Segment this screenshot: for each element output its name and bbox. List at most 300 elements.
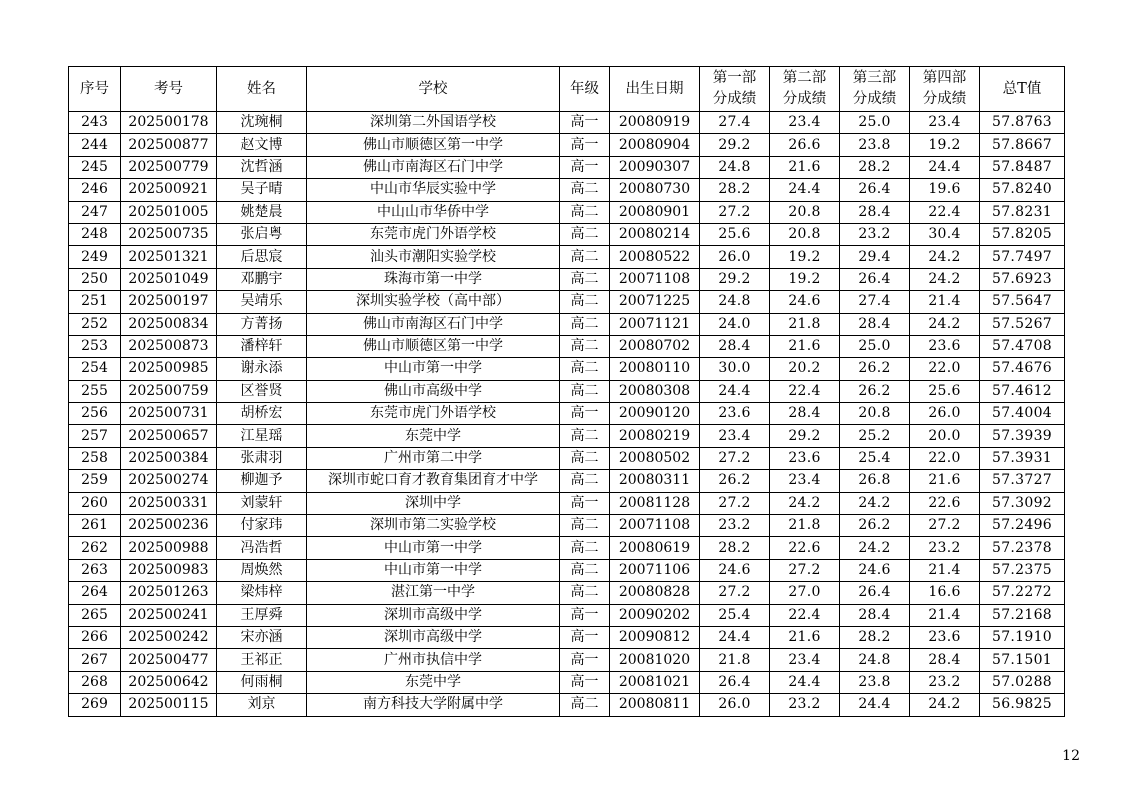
cell-birthdate: 20080502 <box>610 447 700 469</box>
header-part1-score-text: 分成绩 <box>712 91 757 107</box>
cell-part2-score: 21.6 <box>770 335 840 357</box>
cell-part3-score: 24.2 <box>840 537 910 559</box>
cell-birthdate: 20071225 <box>610 291 700 313</box>
cell-name: 赵文博 <box>217 134 307 156</box>
cell-part1-score: 25.4 <box>700 604 770 626</box>
header-name <box>217 67 307 112</box>
cell-exam-id: 202500384 <box>121 447 217 469</box>
cell-part3-score: 26.4 <box>840 179 910 201</box>
cell-part4-score: 22.4 <box>910 201 980 223</box>
cell-part1-score: 27.4 <box>700 112 770 134</box>
table-row <box>69 201 1065 223</box>
cell-part1-score: 28.4 <box>700 335 770 357</box>
cell-part1-score: 28.2 <box>700 537 770 559</box>
header-seq <box>69 67 121 112</box>
table-row <box>69 425 1065 447</box>
cell-birthdate: 20080901 <box>610 201 700 223</box>
cell-exam-id: 202500274 <box>121 470 217 492</box>
cell-part2-score: 27.0 <box>770 582 840 604</box>
cell-part1-score: 23.2 <box>700 515 770 537</box>
cell-exam-id: 202501263 <box>121 582 217 604</box>
cell-total-t: 57.3939 <box>980 425 1065 447</box>
cell-total-t: 56.9825 <box>980 694 1065 716</box>
cell-grade: 高二 <box>560 335 610 357</box>
table-row <box>69 515 1065 537</box>
cell-part2-score: 23.6 <box>770 447 840 469</box>
cell-school: 深圳市高级中学 <box>307 626 560 648</box>
cell-birthdate: 20080904 <box>610 134 700 156</box>
cell-grade: 高二 <box>560 268 610 290</box>
cell-total-t: 57.2168 <box>980 604 1065 626</box>
table-row <box>69 358 1065 380</box>
cell-part3-score: 28.4 <box>840 201 910 223</box>
cell-part2-score: 22.4 <box>770 380 840 402</box>
cell-school: 湛江第一中学 <box>307 582 560 604</box>
cell-name: 沈琬桐 <box>217 112 307 134</box>
table-body <box>69 112 1065 717</box>
cell-grade: 高二 <box>560 694 610 716</box>
header-exam-id <box>121 67 217 112</box>
cell-exam-id: 202500873 <box>121 335 217 357</box>
cell-grade: 高一 <box>560 604 610 626</box>
header-part2-score <box>770 67 840 112</box>
cell-birthdate: 20071121 <box>610 313 700 335</box>
cell-exam-id: 202500642 <box>121 671 217 693</box>
cell-part2-score: 20.2 <box>770 358 840 380</box>
cell-exam-id: 202500197 <box>121 291 217 313</box>
cell-part3-score: 27.4 <box>840 291 910 313</box>
cell-part2-score: 21.8 <box>770 515 840 537</box>
cell-seq: 245 <box>69 156 121 178</box>
cell-total-t: 57.5647 <box>980 291 1065 313</box>
cell-school: 中山市第一中学 <box>307 537 560 559</box>
cell-part3-score: 26.4 <box>840 582 910 604</box>
table-row <box>69 671 1065 693</box>
cell-seq: 261 <box>69 515 121 537</box>
cell-school: 深圳市蛇口育才教育集团育才中学 <box>307 470 560 492</box>
cell-exam-id: 202500242 <box>121 626 217 648</box>
cell-birthdate: 20081128 <box>610 492 700 514</box>
cell-part4-score: 24.4 <box>910 156 980 178</box>
cell-seq: 252 <box>69 313 121 335</box>
cell-part3-score: 25.4 <box>840 447 910 469</box>
cell-grade: 高二 <box>560 425 610 447</box>
cell-part2-score: 20.8 <box>770 201 840 223</box>
cell-total-t: 57.5267 <box>980 313 1065 335</box>
cell-exam-id: 202500877 <box>121 134 217 156</box>
cell-birthdate: 20080308 <box>610 380 700 402</box>
cell-school: 中山市第一中学 <box>307 559 560 581</box>
cell-name: 何雨桐 <box>217 671 307 693</box>
cell-seq: 258 <box>69 447 121 469</box>
cell-part4-score: 30.4 <box>910 223 980 245</box>
cell-grade: 高一 <box>560 626 610 648</box>
table-row <box>69 335 1065 357</box>
cell-seq: 256 <box>69 403 121 425</box>
table-row <box>69 537 1065 559</box>
cell-exam-id: 202500657 <box>121 425 217 447</box>
cell-grade: 高一 <box>560 492 610 514</box>
cell-exam-id: 202500983 <box>121 559 217 581</box>
table-row <box>69 291 1065 313</box>
cell-part2-score: 20.8 <box>770 223 840 245</box>
cell-school: 珠海市第一中学 <box>307 268 560 290</box>
cell-part3-score: 25.0 <box>840 112 910 134</box>
cell-school: 中山山市华侨中学 <box>307 201 560 223</box>
header-part4-score <box>910 67 980 112</box>
cell-part3-score: 20.8 <box>840 403 910 425</box>
cell-seq: 268 <box>69 671 121 693</box>
header-total-t-text: 总T值 <box>1002 80 1042 97</box>
cell-part2-score: 21.6 <box>770 156 840 178</box>
header-grade-text: 年级 <box>570 80 599 97</box>
cell-exam-id: 202500988 <box>121 537 217 559</box>
header-school-text: 学校 <box>418 80 448 97</box>
cell-part1-score: 24.6 <box>700 559 770 581</box>
cell-name: 宋亦涵 <box>217 626 307 648</box>
cell-part4-score: 26.0 <box>910 403 980 425</box>
header-birthdate <box>610 67 700 112</box>
cell-part1-score: 24.8 <box>700 291 770 313</box>
cell-exam-id: 202500241 <box>121 604 217 626</box>
cell-part4-score: 24.2 <box>910 246 980 268</box>
header-grade <box>560 67 610 112</box>
cell-grade: 高一 <box>560 156 610 178</box>
cell-part3-score: 28.4 <box>840 313 910 335</box>
cell-seq: 251 <box>69 291 121 313</box>
table-row <box>69 313 1065 335</box>
cell-school: 深圳第二外国语学校 <box>307 112 560 134</box>
cell-total-t: 57.2272 <box>980 582 1065 604</box>
cell-part1-score: 24.0 <box>700 313 770 335</box>
cell-school: 佛山市南海区石门中学 <box>307 313 560 335</box>
cell-grade: 高二 <box>560 470 610 492</box>
cell-part2-score: 27.2 <box>770 559 840 581</box>
cell-part2-score: 21.8 <box>770 313 840 335</box>
cell-birthdate: 20080828 <box>610 582 700 604</box>
cell-total-t: 57.4708 <box>980 335 1065 357</box>
cell-total-t: 57.3727 <box>980 470 1065 492</box>
cell-name: 张启粤 <box>217 223 307 245</box>
cell-birthdate: 20090120 <box>610 403 700 425</box>
cell-part4-score: 20.0 <box>910 425 980 447</box>
cell-birthdate: 20080110 <box>610 358 700 380</box>
cell-part1-score: 24.8 <box>700 156 770 178</box>
cell-name: 王祁正 <box>217 649 307 671</box>
cell-seq: 263 <box>69 559 121 581</box>
cell-part1-score: 27.2 <box>700 447 770 469</box>
cell-birthdate: 20080702 <box>610 335 700 357</box>
cell-exam-id: 202500115 <box>121 694 217 716</box>
table-row <box>69 179 1065 201</box>
cell-part1-score: 27.2 <box>700 582 770 604</box>
header-birthdate-text: 出生日期 <box>625 80 684 97</box>
cell-part4-score: 21.4 <box>910 604 980 626</box>
table-row <box>69 649 1065 671</box>
cell-birthdate: 20080730 <box>610 179 700 201</box>
header-total-t <box>980 67 1065 112</box>
cell-part3-score: 23.8 <box>840 671 910 693</box>
cell-part2-score: 29.2 <box>770 425 840 447</box>
cell-school: 汕头市潮阳实验学校 <box>307 246 560 268</box>
cell-seq: 264 <box>69 582 121 604</box>
cell-part1-score: 27.2 <box>700 201 770 223</box>
cell-part3-score: 24.4 <box>840 694 910 716</box>
cell-name: 邓鹏宇 <box>217 268 307 290</box>
cell-school: 南方科技大学附属中学 <box>307 694 560 716</box>
cell-school: 东莞市虎门外语学校 <box>307 403 560 425</box>
cell-total-t: 57.8231 <box>980 201 1065 223</box>
cell-total-t: 57.8763 <box>980 112 1065 134</box>
cell-total-t: 57.3931 <box>980 447 1065 469</box>
cell-grade: 高二 <box>560 559 610 581</box>
cell-name: 冯浩哲 <box>217 537 307 559</box>
cell-part4-score: 19.2 <box>910 134 980 156</box>
cell-total-t: 57.4004 <box>980 403 1065 425</box>
header-row <box>69 67 1065 112</box>
cell-part3-score: 24.2 <box>840 492 910 514</box>
cell-birthdate: 20080811 <box>610 694 700 716</box>
header-exam-id-text: 考号 <box>154 80 183 97</box>
cell-part2-score: 23.4 <box>770 112 840 134</box>
cell-total-t: 57.8240 <box>980 179 1065 201</box>
cell-seq: 269 <box>69 694 121 716</box>
cell-part3-score: 26.2 <box>840 358 910 380</box>
cell-grade: 高二 <box>560 447 610 469</box>
cell-part2-score: 23.4 <box>770 470 840 492</box>
cell-part1-score: 23.4 <box>700 425 770 447</box>
cell-part4-score: 21.4 <box>910 559 980 581</box>
cell-total-t: 57.7497 <box>980 246 1065 268</box>
header-part2-score-text: 分成绩 <box>782 91 827 107</box>
cell-seq: 265 <box>69 604 121 626</box>
cell-birthdate: 20080919 <box>610 112 700 134</box>
cell-birthdate: 20080219 <box>610 425 700 447</box>
cell-exam-id: 202500921 <box>121 179 217 201</box>
cell-birthdate: 20090202 <box>610 604 700 626</box>
cell-school: 佛山市南海区石门中学 <box>307 156 560 178</box>
cell-seq: 248 <box>69 223 121 245</box>
cell-birthdate: 20080522 <box>610 246 700 268</box>
cell-school: 中山市第一中学 <box>307 358 560 380</box>
cell-part1-score: 30.0 <box>700 358 770 380</box>
cell-part1-score: 26.2 <box>700 470 770 492</box>
cell-seq: 247 <box>69 201 121 223</box>
cell-name: 吴靖乐 <box>217 291 307 313</box>
cell-part3-score: 26.8 <box>840 470 910 492</box>
table-row <box>69 582 1065 604</box>
cell-name: 王厚舜 <box>217 604 307 626</box>
cell-birthdate: 20080311 <box>610 470 700 492</box>
cell-grade: 高二 <box>560 358 610 380</box>
cell-part1-score: 23.6 <box>700 403 770 425</box>
cell-school: 佛山市顺德区第一中学 <box>307 134 560 156</box>
header-part3-score-text: 第三部 <box>852 70 897 86</box>
cell-total-t: 57.8205 <box>980 223 1065 245</box>
cell-total-t: 57.1910 <box>980 626 1065 648</box>
cell-name: 柳迦予 <box>217 470 307 492</box>
cell-part1-score: 28.2 <box>700 179 770 201</box>
header-part4-score-text: 分成绩 <box>922 91 967 107</box>
cell-part4-score: 22.6 <box>910 492 980 514</box>
page-number: 12 <box>1062 748 1080 764</box>
cell-birthdate: 20081020 <box>610 649 700 671</box>
cell-exam-id: 202501049 <box>121 268 217 290</box>
cell-part3-score: 24.6 <box>840 559 910 581</box>
cell-total-t: 57.2375 <box>980 559 1065 581</box>
cell-school: 佛山市顺德区第一中学 <box>307 335 560 357</box>
cell-exam-id: 202500834 <box>121 313 217 335</box>
header-part3-score-text: 分成绩 <box>852 91 897 107</box>
cell-total-t: 57.1501 <box>980 649 1065 671</box>
cell-school: 佛山市高级中学 <box>307 380 560 402</box>
cell-seq: 244 <box>69 134 121 156</box>
cell-exam-id: 202500985 <box>121 358 217 380</box>
cell-name: 付家玮 <box>217 515 307 537</box>
cell-school: 东莞市虎门外语学校 <box>307 223 560 245</box>
cell-exam-id: 202500735 <box>121 223 217 245</box>
cell-part1-score: 21.8 <box>700 649 770 671</box>
cell-total-t: 57.6923 <box>980 268 1065 290</box>
cell-grade: 高二 <box>560 201 610 223</box>
cell-part1-score: 25.6 <box>700 223 770 245</box>
cell-grade: 高二 <box>560 515 610 537</box>
cell-school: 深圳实验学校（高中部） <box>307 291 560 313</box>
cell-part2-score: 19.2 <box>770 246 840 268</box>
cell-total-t: 57.8667 <box>980 134 1065 156</box>
table-row <box>69 380 1065 402</box>
header-part4-score-text: 第四部 <box>922 70 967 86</box>
cell-part4-score: 23.4 <box>910 112 980 134</box>
cell-part3-score: 28.2 <box>840 626 910 648</box>
cell-grade: 高二 <box>560 313 610 335</box>
cell-total-t: 57.4676 <box>980 358 1065 380</box>
cell-part4-score: 22.0 <box>910 358 980 380</box>
cell-exam-id: 202500779 <box>121 156 217 178</box>
cell-exam-id: 202500477 <box>121 649 217 671</box>
cell-part3-score: 29.4 <box>840 246 910 268</box>
table-row <box>69 223 1065 245</box>
table-row <box>69 112 1065 134</box>
table-row <box>69 559 1065 581</box>
results-table <box>68 66 1065 717</box>
cell-part2-score: 24.2 <box>770 492 840 514</box>
cell-part4-score: 23.2 <box>910 537 980 559</box>
cell-school: 深圳中学 <box>307 492 560 514</box>
header-name-text: 姓名 <box>247 80 276 97</box>
cell-name: 后思宸 <box>217 246 307 268</box>
table-row <box>69 694 1065 716</box>
cell-part3-score: 25.0 <box>840 335 910 357</box>
cell-part1-score: 27.2 <box>700 492 770 514</box>
cell-grade: 高二 <box>560 291 610 313</box>
cell-name: 谢永添 <box>217 358 307 380</box>
table-header <box>69 67 1065 112</box>
cell-seq: 249 <box>69 246 121 268</box>
cell-seq: 266 <box>69 626 121 648</box>
cell-part1-score: 26.0 <box>700 246 770 268</box>
cell-part4-score: 21.6 <box>910 470 980 492</box>
cell-part1-score: 26.4 <box>700 671 770 693</box>
cell-name: 姚楚晨 <box>217 201 307 223</box>
cell-total-t: 57.4612 <box>980 380 1065 402</box>
cell-name: 潘梓轩 <box>217 335 307 357</box>
cell-name: 方菁扬 <box>217 313 307 335</box>
cell-part2-score: 24.4 <box>770 179 840 201</box>
cell-part2-score: 22.6 <box>770 537 840 559</box>
cell-name: 区誉贤 <box>217 380 307 402</box>
cell-part1-score: 26.0 <box>700 694 770 716</box>
cell-exam-id: 202501005 <box>121 201 217 223</box>
cell-birthdate: 20080214 <box>610 223 700 245</box>
cell-part2-score: 26.6 <box>770 134 840 156</box>
cell-school: 中山市华辰实验中学 <box>307 179 560 201</box>
cell-exam-id: 202500178 <box>121 112 217 134</box>
cell-part4-score: 25.6 <box>910 380 980 402</box>
table-row <box>69 626 1065 648</box>
cell-part4-score: 21.4 <box>910 291 980 313</box>
cell-grade: 高一 <box>560 671 610 693</box>
cell-part3-score: 23.8 <box>840 134 910 156</box>
cell-seq: 257 <box>69 425 121 447</box>
cell-seq: 260 <box>69 492 121 514</box>
cell-seq: 259 <box>69 470 121 492</box>
cell-part1-score: 29.2 <box>700 134 770 156</box>
table-row <box>69 403 1065 425</box>
cell-grade: 高一 <box>560 134 610 156</box>
header-part1-score <box>700 67 770 112</box>
cell-part1-score: 24.4 <box>700 380 770 402</box>
cell-exam-id: 202501321 <box>121 246 217 268</box>
cell-part1-score: 24.4 <box>700 626 770 648</box>
cell-part4-score: 19.6 <box>910 179 980 201</box>
cell-seq: 250 <box>69 268 121 290</box>
cell-grade: 高二 <box>560 246 610 268</box>
cell-seq: 254 <box>69 358 121 380</box>
cell-exam-id: 202500731 <box>121 403 217 425</box>
cell-name: 刘蒙轩 <box>217 492 307 514</box>
cell-part3-score: 25.2 <box>840 425 910 447</box>
cell-part4-score: 23.6 <box>910 626 980 648</box>
cell-exam-id: 202500331 <box>121 492 217 514</box>
cell-part4-score: 22.0 <box>910 447 980 469</box>
cell-part3-score: 26.4 <box>840 268 910 290</box>
cell-birthdate: 20080619 <box>610 537 700 559</box>
cell-seq: 255 <box>69 380 121 402</box>
table-row <box>69 246 1065 268</box>
cell-part4-score: 27.2 <box>910 515 980 537</box>
table-row <box>69 156 1065 178</box>
cell-grade: 高一 <box>560 112 610 134</box>
cell-exam-id: 202500759 <box>121 380 217 402</box>
cell-name: 梁炜梓 <box>217 582 307 604</box>
header-part1-score-text: 第一部 <box>712 70 757 86</box>
table-row <box>69 470 1065 492</box>
cell-grade: 高二 <box>560 380 610 402</box>
cell-part4-score: 24.2 <box>910 694 980 716</box>
cell-part3-score: 26.2 <box>840 380 910 402</box>
cell-birthdate: 20090307 <box>610 156 700 178</box>
cell-part3-score: 26.2 <box>840 515 910 537</box>
cell-part2-score: 19.2 <box>770 268 840 290</box>
table-row <box>69 604 1065 626</box>
cell-part4-score: 28.4 <box>910 649 980 671</box>
header-part2-score-text: 第二部 <box>782 70 827 86</box>
cell-total-t: 57.8487 <box>980 156 1065 178</box>
cell-birthdate: 20071106 <box>610 559 700 581</box>
table-row <box>69 447 1065 469</box>
cell-part4-score: 24.2 <box>910 268 980 290</box>
